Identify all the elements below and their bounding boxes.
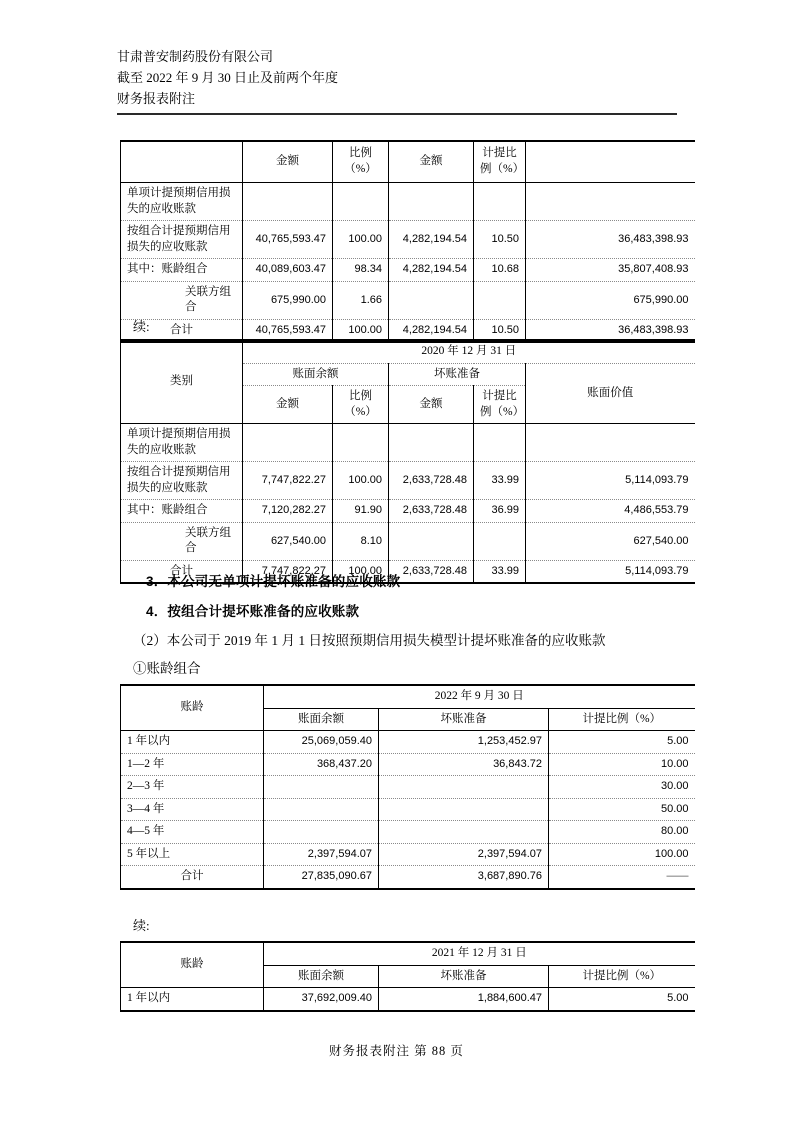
ratio-cell: 91.90 bbox=[333, 500, 389, 523]
value-cell: 35,807,408.93 bbox=[526, 259, 695, 282]
t4-subheader-provision-ratio: 计提比例（%） bbox=[549, 965, 695, 988]
ratio-cell: 10.50 bbox=[474, 221, 526, 259]
table-row bbox=[121, 988, 695, 1011]
ratio-cell: 5.00 bbox=[549, 988, 695, 1011]
table-row bbox=[121, 462, 695, 500]
section-heading-4: 4．按组合计提坏账准备的应收账款 bbox=[146, 604, 360, 619]
ratio-cell: 100.00 bbox=[549, 843, 695, 866]
balance-cell: 368,437.20 bbox=[264, 753, 379, 776]
aging-label: 4—5 年 bbox=[121, 821, 264, 844]
amount-cell: 4,282,194.54 bbox=[389, 259, 474, 282]
table-row bbox=[121, 259, 695, 282]
ratio-cell bbox=[474, 522, 526, 560]
t2-subheader-ratio: 比例（%） bbox=[333, 386, 389, 424]
row-label: 关联方组合 bbox=[121, 522, 243, 560]
aging-label: 2—3 年 bbox=[121, 776, 264, 799]
table-row bbox=[121, 776, 695, 799]
provision-cell bbox=[379, 776, 549, 799]
provision-cell: 2,397,594.07 bbox=[379, 843, 549, 866]
t4-header-date: 2021 年 12 月 31 日 bbox=[264, 942, 695, 965]
aging-table-2022 bbox=[120, 684, 695, 890]
amount-cell: 627,540.00 bbox=[243, 522, 333, 560]
amount-cell: 2,633,728.48 bbox=[389, 500, 474, 523]
t1-header-ratio: 比例（%） bbox=[333, 141, 389, 183]
t3-header-date: 2022 年 9 月 30 日 bbox=[264, 685, 695, 708]
amount-cell: 7,747,822.27 bbox=[243, 462, 333, 500]
t1-header-blank2 bbox=[526, 141, 695, 183]
provision-cell bbox=[379, 821, 549, 844]
provision-cell: 1,884,600.47 bbox=[379, 988, 549, 1011]
t3-subheader-provision-ratio: 计提比例（%） bbox=[549, 708, 695, 731]
ratio-cell: 33.99 bbox=[474, 462, 526, 500]
table-row bbox=[121, 522, 695, 560]
aging-group-label: ①账龄组合 bbox=[133, 661, 201, 676]
ratio-cell: 98.34 bbox=[333, 259, 389, 282]
ratio-cell: 10.50 bbox=[474, 319, 526, 342]
total-label: 合计 bbox=[121, 319, 243, 342]
aging-table-2021 bbox=[120, 941, 695, 1012]
continued-label: 续: bbox=[133, 918, 150, 933]
amount-cell: 4,282,194.54 bbox=[389, 319, 474, 342]
value-cell bbox=[526, 424, 695, 462]
ratio-cell: 10.68 bbox=[474, 259, 526, 282]
provision-cell: 3,687,890.76 bbox=[379, 866, 549, 889]
aging-label: 1 年以内 bbox=[121, 988, 264, 1011]
balance-cell: 27,835,090.67 bbox=[264, 866, 379, 889]
provision-cell bbox=[379, 798, 549, 821]
aging-label: 5 年以上 bbox=[121, 843, 264, 866]
t2-header-book-balance: 账面余额 bbox=[243, 363, 389, 386]
t1-header-provision-ratio: 计提比例（%） bbox=[474, 141, 526, 183]
value-cell: 4,486,553.79 bbox=[526, 500, 695, 523]
value-cell bbox=[526, 183, 695, 221]
ratio-cell bbox=[333, 424, 389, 462]
amount-cell bbox=[389, 281, 474, 319]
report-header bbox=[117, 46, 338, 109]
table-row-total bbox=[121, 866, 695, 889]
row-label: 按组合计提预期信用损失的应收账款 bbox=[121, 221, 243, 259]
value-cell: 5,114,093.79 bbox=[526, 560, 695, 583]
t2-subheader-amount: 金额 bbox=[243, 386, 333, 424]
amount-cell: 40,765,593.47 bbox=[243, 221, 333, 259]
page-footer: 财务报表附注 第 88 页 bbox=[329, 1044, 464, 1058]
amount-cell: 7,747,822.27 bbox=[243, 560, 333, 583]
company-name: 甘肃普安制药股份有限公司 bbox=[117, 49, 274, 64]
t3-subheader-book-balance: 账面余额 bbox=[264, 708, 379, 731]
t2-header-bad-debt-provision: 坏账准备 bbox=[389, 363, 526, 386]
table-row bbox=[121, 753, 695, 776]
doc-title: 财务报表附注 bbox=[117, 91, 196, 106]
amount-cell bbox=[389, 522, 474, 560]
t4-subheader-bad-debt-provision: 坏账准备 bbox=[379, 965, 549, 988]
balance-cell: 25,069,059.40 bbox=[264, 731, 379, 754]
ratio-cell bbox=[474, 183, 526, 221]
t4-header-aging: 账龄 bbox=[121, 942, 264, 988]
table-row bbox=[121, 500, 695, 523]
row-label: 其中：账龄组合 bbox=[121, 259, 243, 282]
row-label: 单项计提预期信用损失的应收账款 bbox=[121, 183, 243, 221]
ratio-cell: 50.00 bbox=[549, 798, 695, 821]
t2-header-carrying-value: 账面价值 bbox=[526, 363, 695, 424]
ratio-cell: 100.00 bbox=[333, 560, 389, 583]
row-label: 按组合计提预期信用损失的应收账款 bbox=[121, 462, 243, 500]
ratio-cell: 10.00 bbox=[549, 753, 695, 776]
ratio-cell: 8.10 bbox=[333, 522, 389, 560]
table-row bbox=[121, 183, 695, 221]
table-row bbox=[121, 731, 695, 754]
amount-cell: 40,089,603.47 bbox=[243, 259, 333, 282]
aging-label: 1—2 年 bbox=[121, 753, 264, 776]
continued-label: 续: bbox=[133, 319, 150, 334]
t2-header-date: 2020 年 12 月 31 日 bbox=[243, 340, 695, 363]
value-cell: 675,990.00 bbox=[526, 281, 695, 319]
value-cell: 627,540.00 bbox=[526, 522, 695, 560]
report-period: 截至 2022 年 9 月 30 日止及前两个年度 bbox=[117, 70, 339, 85]
table-row bbox=[121, 821, 695, 844]
t1-header-amount: 金额 bbox=[243, 141, 333, 183]
t1-header-blank bbox=[121, 141, 243, 183]
ratio-cell: 36.99 bbox=[474, 500, 526, 523]
ratio-cell: 100.00 bbox=[333, 462, 389, 500]
amount-cell bbox=[243, 183, 333, 221]
t2-header-category: 类别 bbox=[121, 340, 243, 424]
row-label: 关联方组合 bbox=[121, 281, 243, 319]
t2-subheader-provision-amount: 金额 bbox=[389, 386, 474, 424]
row-label: 单项计提预期信用损失的应收账款 bbox=[121, 424, 243, 462]
t1-header-provision-amount: 金额 bbox=[389, 141, 474, 183]
section-heading-3: 3．本公司无单项计提坏账准备的应收账款 bbox=[146, 574, 401, 589]
balance-cell bbox=[264, 798, 379, 821]
provision-cell: 1,253,452.97 bbox=[379, 731, 549, 754]
ratio-cell: 5.00 bbox=[549, 731, 695, 754]
ratio-cell: —— bbox=[549, 866, 695, 889]
table-row bbox=[121, 843, 695, 866]
aging-label: 1 年以内 bbox=[121, 731, 264, 754]
balance-cell: 2,397,594.07 bbox=[264, 843, 379, 866]
row-label: 其中：账龄组合 bbox=[121, 500, 243, 523]
balance-cell bbox=[264, 776, 379, 799]
value-cell: 36,483,398.93 bbox=[526, 221, 695, 259]
value-cell: 5,114,093.79 bbox=[526, 462, 695, 500]
amount-cell: 7,120,282.27 bbox=[243, 500, 333, 523]
amount-cell bbox=[389, 424, 474, 462]
amount-cell: 4,282,194.54 bbox=[389, 221, 474, 259]
amount-cell bbox=[389, 183, 474, 221]
ratio-cell: 33.99 bbox=[474, 560, 526, 583]
table-row bbox=[121, 424, 695, 462]
amount-cell: 675,990.00 bbox=[243, 281, 333, 319]
ratio-cell bbox=[474, 424, 526, 462]
t3-header-aging: 账龄 bbox=[121, 685, 264, 731]
provision-cell: 36,843.72 bbox=[379, 753, 549, 776]
t3-subheader-bad-debt-provision: 坏账准备 bbox=[379, 708, 549, 731]
receivables-table-continued-top bbox=[120, 140, 695, 343]
value-cell: 36,483,398.93 bbox=[526, 319, 695, 342]
amount-cell: 2,633,728.48 bbox=[389, 462, 474, 500]
ratio-cell: 100.00 bbox=[333, 221, 389, 259]
total-label: 合计 bbox=[121, 560, 243, 583]
table-row bbox=[121, 221, 695, 259]
aging-label: 3—4 年 bbox=[121, 798, 264, 821]
total-label: 合计 bbox=[121, 866, 264, 889]
ratio-cell: 1.66 bbox=[333, 281, 389, 319]
t4-subheader-book-balance: 账面余额 bbox=[264, 965, 379, 988]
table-row bbox=[121, 798, 695, 821]
t2-subheader-provision-ratio: 计提比例（%） bbox=[474, 386, 526, 424]
table-row bbox=[121, 281, 695, 319]
header-divider bbox=[117, 113, 677, 115]
paragraph-2: （2）本公司于 2019 年 1 月 1 日按照预期信用损失模型计提坏账准备的应收账款 bbox=[133, 633, 606, 648]
ratio-cell: 100.00 bbox=[333, 319, 389, 342]
ratio-cell: 30.00 bbox=[549, 776, 695, 799]
balance-cell: 37,692,009.40 bbox=[264, 988, 379, 1011]
ratio-cell bbox=[474, 281, 526, 319]
balance-cell bbox=[264, 821, 379, 844]
amount-cell: 2,633,728.48 bbox=[389, 560, 474, 583]
ratio-cell: 80.00 bbox=[549, 821, 695, 844]
ratio-cell bbox=[333, 183, 389, 221]
receivables-table-2020 bbox=[120, 339, 695, 584]
amount-cell bbox=[243, 424, 333, 462]
amount-cell: 40,765,593.47 bbox=[243, 319, 333, 342]
